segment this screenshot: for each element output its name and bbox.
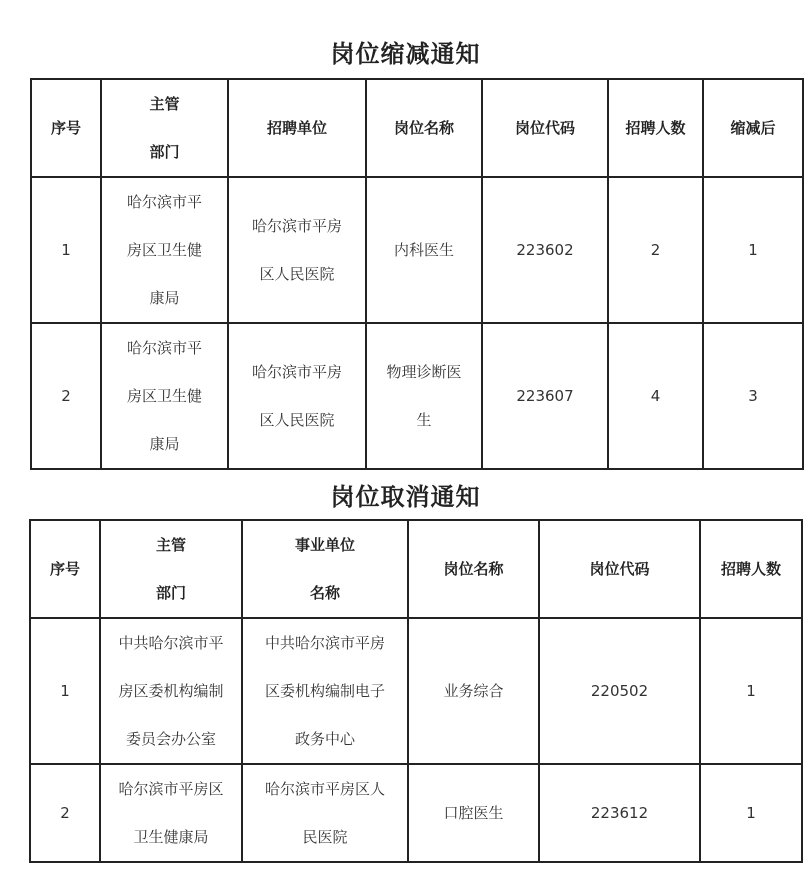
- cancellation-notice-title: 岗位取消通知: [330, 483, 481, 511]
- table-cell: 哈尔滨市平 房区卫生健 康局: [101, 323, 228, 469]
- table-cell: 哈尔滨市平房区人 民医院: [242, 764, 408, 862]
- header-cell: 招聘人数: [700, 520, 802, 618]
- header-cell: 岗位名称: [366, 79, 482, 177]
- table-cell: 内科医生: [366, 177, 482, 323]
- table-cell: 223607: [482, 323, 608, 469]
- table-cell: 哈尔滨市平房 区人民医院: [228, 177, 366, 323]
- table-cell: 223612: [539, 764, 700, 862]
- table-row: [30, 618, 802, 764]
- table-cell: 4: [608, 323, 703, 469]
- reduction-table: [30, 78, 804, 470]
- table-cell: 哈尔滨市平房区 卫生健康局: [100, 764, 242, 862]
- header-cell: 岗位代码: [482, 79, 608, 177]
- table-cell: 220502: [539, 618, 700, 764]
- header-cell: 招聘单位: [228, 79, 366, 177]
- table-cell: 3: [703, 323, 803, 469]
- table-row: [31, 323, 803, 469]
- table-cell: 业务综合: [408, 618, 539, 764]
- table-cell: 2: [608, 177, 703, 323]
- table-cell: 1: [31, 177, 101, 323]
- header-cell: 岗位名称: [408, 520, 539, 618]
- table-cell: 223602: [482, 177, 608, 323]
- table-row: [31, 177, 803, 323]
- table-header-row: [30, 520, 802, 618]
- table-cell: 哈尔滨市平 房区卫生健 康局: [101, 177, 228, 323]
- table-cell: 中共哈尔滨市平房 区委机构编制电子 政务中心: [242, 618, 408, 764]
- header-cell: 事业单位 名称: [242, 520, 408, 618]
- header-cell: 主管 部门: [101, 79, 228, 177]
- header-cell: 序号: [31, 79, 101, 177]
- table-header-row: [31, 79, 803, 177]
- table-cell: 口腔医生: [408, 764, 539, 862]
- table-cell: 2: [30, 764, 100, 862]
- table-cell: 1: [700, 764, 802, 862]
- table-cell: 中共哈尔滨市平 房区委机构编制 委员会办公室: [100, 618, 242, 764]
- table-cell: 物理诊断医 生: [366, 323, 482, 469]
- table-cell: 1: [30, 618, 100, 764]
- reduction-notice-title: 岗位缩减通知: [330, 40, 481, 68]
- header-cell: 主管 部门: [100, 520, 242, 618]
- table-cell: 哈尔滨市平房 区人民医院: [228, 323, 366, 469]
- table-cell: 1: [700, 618, 802, 764]
- table-row: [30, 764, 802, 862]
- header-cell: 序号: [30, 520, 100, 618]
- header-cell: 岗位代码: [539, 520, 700, 618]
- header-cell: 招聘人数: [608, 79, 703, 177]
- table-cell: 1: [703, 177, 803, 323]
- cancellation-table: [29, 519, 803, 863]
- header-cell: 缩减后: [703, 79, 803, 177]
- table-cell: 2: [31, 323, 101, 469]
